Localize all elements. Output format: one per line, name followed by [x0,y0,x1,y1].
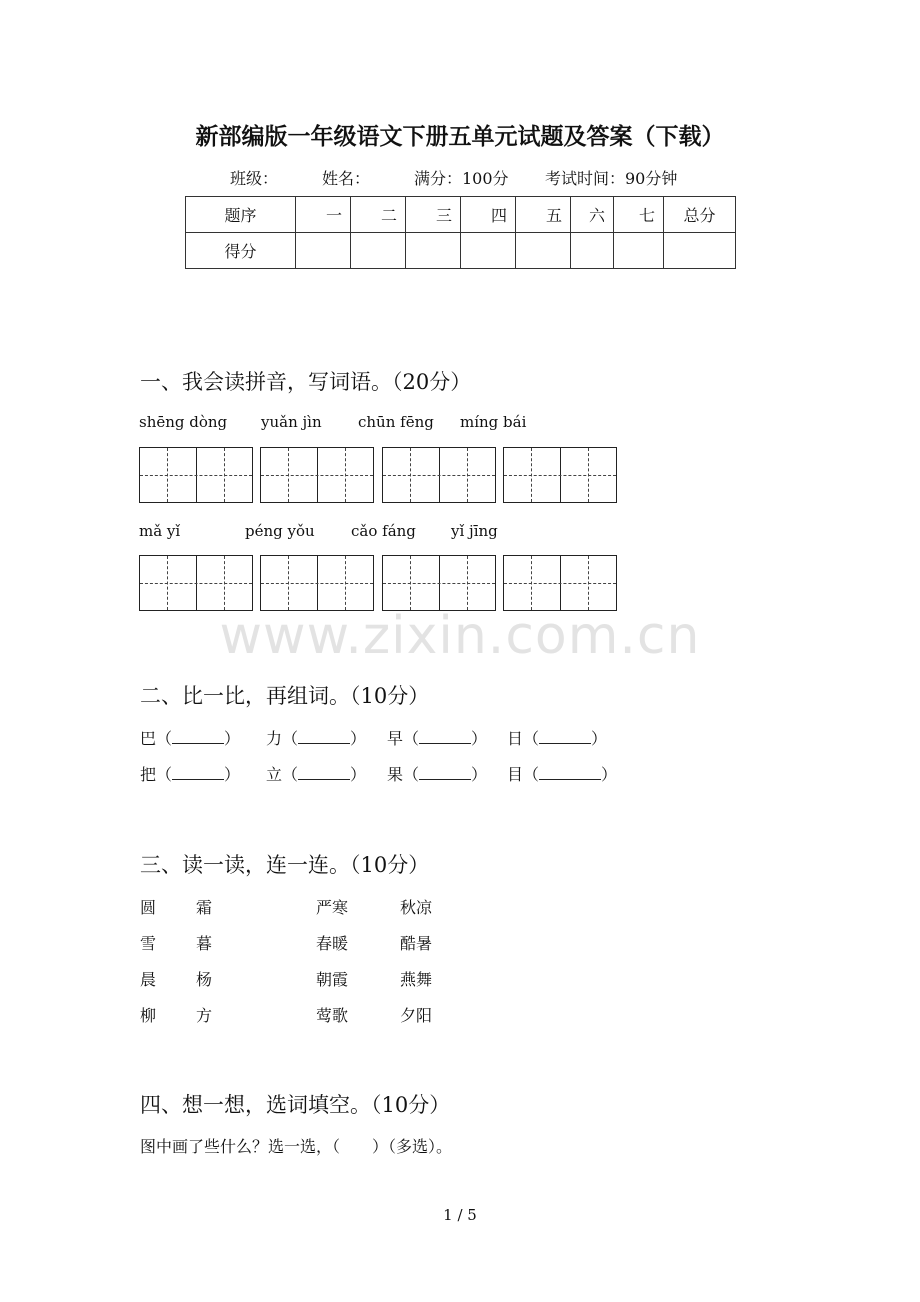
match-word[interactable]: 燕舞 [400,970,433,989]
compare-item [266,726,366,749]
answer-blank[interactable] [172,729,224,744]
open-paren: （ [282,765,299,784]
writing-grid[interactable] [139,555,253,611]
score-header-cell: 二 [351,197,406,233]
match-word[interactable]: 严寒 [316,898,349,917]
answer-blank[interactable] [298,765,350,780]
section-heading-4: 四、想一想，选词填空。（10分） [140,1093,451,1117]
score-cell[interactable] [406,233,461,269]
section-heading-1: 一、我会读拼音，写词语。（20分） [140,370,472,394]
score-cell[interactable] [571,233,614,269]
compare-char: 果 [387,765,404,784]
close-paren: ） [591,729,608,748]
writing-grid[interactable] [382,555,496,611]
answer-blank[interactable] [539,765,601,780]
writing-grid[interactable] [139,447,253,503]
score-table [185,196,736,269]
match-word[interactable]: 霜 [196,898,213,917]
pinyin-label: shēng dòng [139,413,228,431]
pinyin-label: mǎ yǐ [139,522,181,540]
score-cell[interactable] [516,233,571,269]
score-cell[interactable] [351,233,406,269]
score-row-label: 得分 [186,233,296,269]
match-word[interactable]: 方 [196,1006,213,1025]
compare-item [387,762,487,785]
open-paren: （ [156,729,173,748]
compare-char: 立 [266,765,283,784]
open-paren: （ [403,729,420,748]
open-paren: （ [523,765,540,784]
compare-char: 把 [140,765,157,784]
watermark: www.zixin.com.cn [219,606,701,666]
open-paren: （ [523,729,540,748]
exam-time: 考试时间：90分钟 [545,169,678,188]
compare-item [140,726,240,749]
match-word[interactable]: 朝霞 [316,970,349,989]
compare-char: 巴 [140,729,157,748]
score-header-cell: 总分 [664,197,736,233]
answer-blank[interactable] [172,765,224,780]
score-header-cell: 七 [614,197,664,233]
question-text: 图中画了些什么？选一选，（ ）（多选）。 [140,1137,453,1156]
writing-grid[interactable] [382,447,496,503]
class-label: 班级： [230,169,279,188]
match-word[interactable]: 柳 [140,1006,157,1025]
compare-char: 目 [507,765,524,784]
writing-grid[interactable] [503,447,617,503]
match-word[interactable]: 杨 [196,970,213,989]
score-cell[interactable] [461,233,516,269]
compare-item [387,726,487,749]
match-word[interactable]: 莺歌 [316,1006,349,1025]
compare-item [507,726,607,749]
match-word[interactable]: 晨 [140,970,157,989]
score-table-header-row [186,197,736,233]
close-paren: ） [350,765,367,784]
score-cell[interactable] [296,233,351,269]
exam-meta [0,166,920,190]
compare-char: 力 [266,729,283,748]
section-heading-2: 二、比一比，再组词。（10分） [140,684,430,708]
close-paren: ） [350,729,367,748]
score-header-cell: 五 [516,197,571,233]
pinyin-label: chūn fēng [358,413,434,431]
match-word[interactable]: 雪 [140,934,157,953]
full-score: 满分：100分 [414,169,509,188]
score-header-cell: 一 [296,197,351,233]
page-number: 1 / 5 [443,1206,477,1224]
score-header-cell: 三 [406,197,461,233]
close-paren: ） [224,765,241,784]
pinyin-label: yǐ jīng [451,522,498,540]
match-word[interactable]: 酷暑 [400,934,433,953]
compare-char: 早 [387,729,404,748]
score-cell[interactable] [664,233,736,269]
answer-blank[interactable] [419,765,471,780]
open-paren: （ [403,765,420,784]
score-header-cell: 四 [461,197,516,233]
score-cell[interactable] [614,233,664,269]
compare-item [266,762,366,785]
answer-blank[interactable] [419,729,471,744]
open-paren: （ [156,765,173,784]
compare-item [140,762,240,785]
close-paren: ） [601,765,618,784]
open-paren: （ [282,729,299,748]
score-header-cell: 题序 [186,197,296,233]
pinyin-label: míng bái [460,413,527,431]
close-paren: ） [471,765,488,784]
writing-grid[interactable] [503,555,617,611]
match-word[interactable]: 圆 [140,898,157,917]
answer-blank[interactable] [539,729,591,744]
close-paren: ） [471,729,488,748]
section-heading-3: 三、读一读，连一连。（10分） [140,853,430,877]
compare-item [507,762,617,785]
match-word[interactable]: 夕阳 [400,1006,433,1025]
pinyin-label: péng yǒu [245,522,315,540]
name-label: 姓名： [322,169,371,188]
match-word[interactable]: 秋凉 [400,898,433,917]
pinyin-label: cǎo fáng [351,522,416,540]
match-word[interactable]: 暮 [196,934,213,953]
writing-grid[interactable] [260,447,374,503]
page-title: 新部编版一年级语文下册五单元试题及答案（下载） [195,123,725,150]
compare-char: 日 [507,729,524,748]
close-paren: ） [224,729,241,748]
score-table-score-row [186,233,736,269]
pinyin-label: yuǎn jìn [261,413,322,431]
score-header-cell: 六 [571,197,614,233]
answer-blank[interactable] [298,729,350,744]
match-word[interactable]: 春暖 [316,934,349,953]
writing-grid[interactable] [260,555,374,611]
